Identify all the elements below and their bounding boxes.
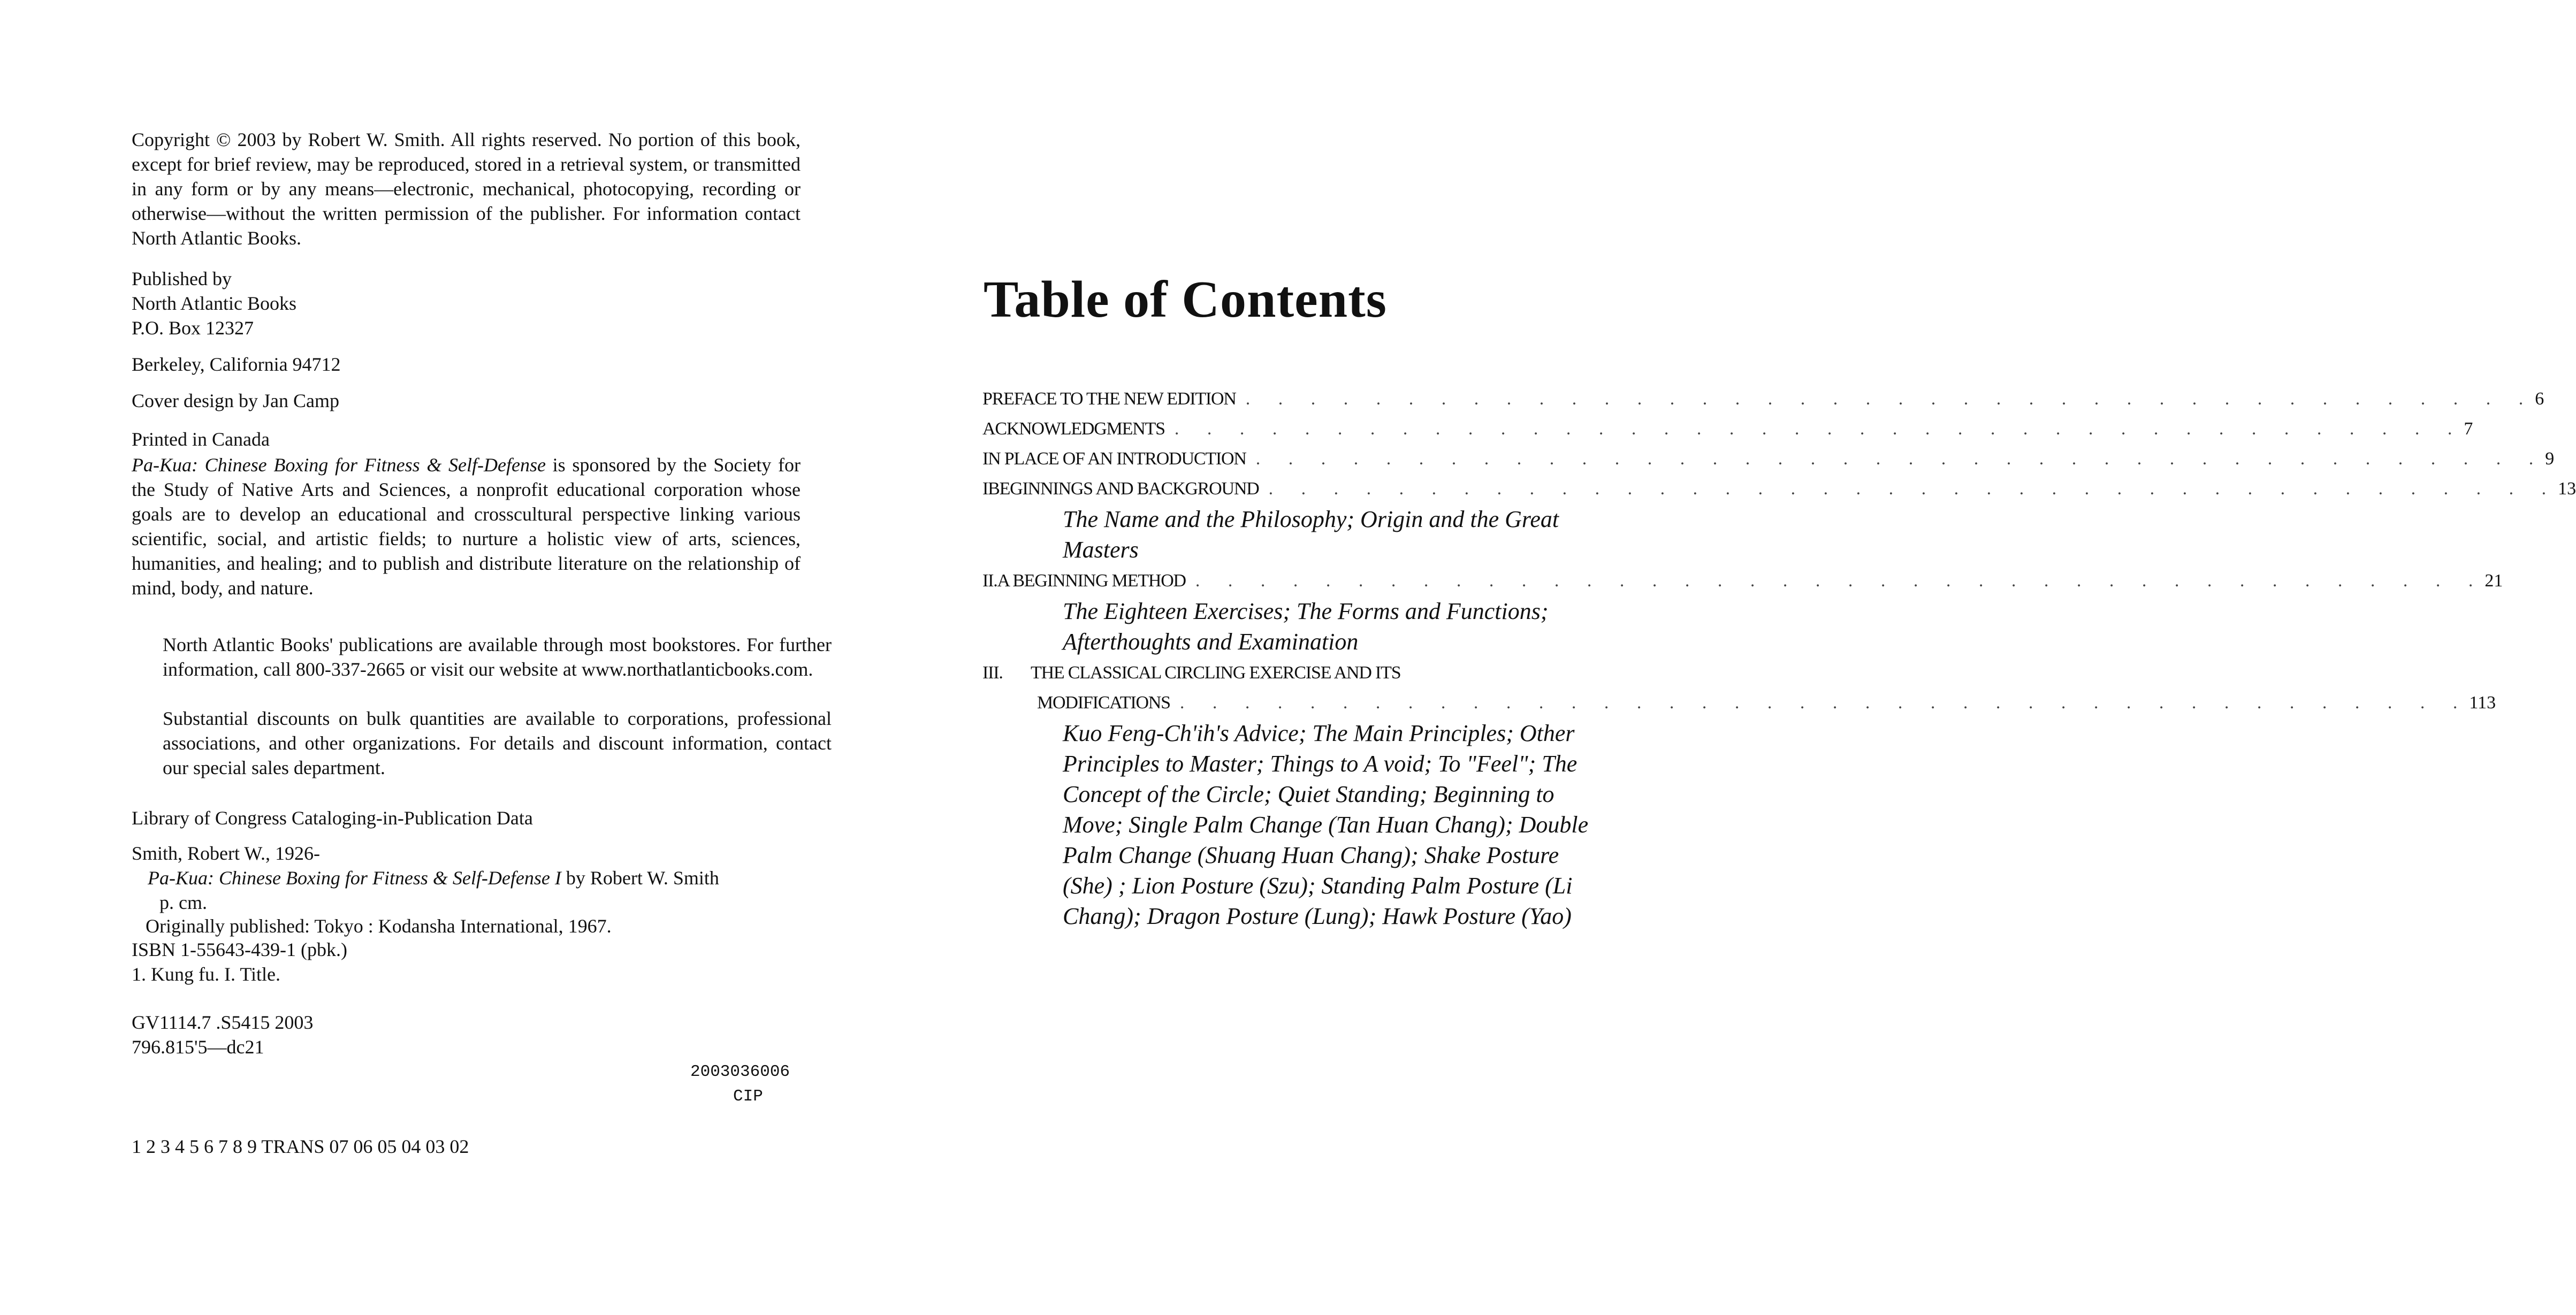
dewey-number: 796.815'5—dc21	[132, 1036, 264, 1058]
toc-entry-page: 9	[2545, 449, 2555, 469]
toc-entry-label: IN PLACE OF AN INTRODUCTION	[982, 449, 1246, 469]
toc-chapter-subtitle: Kuo Feng-Ch'ih's Advice; The Main Principles; Other Principles to Master; Things to A void; To "Feel"; The Concept of the Circle; Quiet Standing; Beginning to Move; Single Palm Change (Tan Huan Chang); Double Palm Change (Shuang Huan Chang); Shake Posture (She) ; Lion Posture (Szu); Standing Palm Posture (Li Chang); Dragon Posture (Lung); Hawk Posture (Yao)	[1063, 720, 1589, 929]
toc-chapter-subtitle: The Eighteen Exercises; The Forms and Functions; Afterthoughts and Examination	[1063, 598, 1549, 655]
toc-entry-label: BEGINNINGS AND BACKGROUND	[988, 479, 1259, 499]
toc-entry-page: 7	[2464, 419, 2473, 439]
toc-leader-dots: . . . . . . . . . . . . . . . . . . . . . . . . . . . . . . . . . . . . . . . .	[1268, 479, 2558, 499]
toc-chapter-subtitle: The Name and the Philosophy; Origin and the Great Masters	[1063, 506, 1559, 563]
toc-chapter-number: I	[982, 479, 988, 499]
toc-entry	[982, 444, 2555, 474]
toc-leader-dots: . . . . . . . . . . . . . . . . . . . . . . . . . . . . . . . . . . . . . . . .	[1174, 419, 2464, 439]
toc-entry	[982, 474, 2576, 504]
toc-entry	[982, 384, 2544, 414]
cip-isbn: ISBN 1-55643-439-1 (pbk.)	[132, 939, 347, 960]
cip-title-line	[132, 866, 817, 890]
printed-in: Printed in Canada	[132, 429, 270, 450]
toc-entry-page: 6	[2535, 389, 2544, 409]
cip-heading: Library of Congress Cataloging-in-Publication Data	[132, 807, 533, 829]
availability-notice: North Atlantic Books' publications are available through most bookstores. For further information, call 800-337-2665 or visit our website at www.northatlanticbooks.com.	[163, 634, 832, 680]
toc-entry-label: A BEGINNING METHOD	[997, 571, 1186, 591]
toc-entry	[1037, 688, 2496, 718]
table-of-contents-page	[914, 0, 2576, 1315]
toc-leader-dots: . . . . . . . . . . . . . . . . . . . . . . . . . . . . . . . . . . . . . . . .	[1255, 449, 2545, 469]
toc-entry	[982, 414, 2473, 444]
sponsor-book-title: Pa-Kua: Chinese Boxing for Fitness & Self-Defense	[132, 454, 546, 476]
publisher-name: North Atlantic Books	[132, 293, 296, 314]
toc-entry	[982, 566, 2503, 596]
cip-book-title: Pa-Kua: Chinese Boxing for Fitness & Self-Defense I	[148, 867, 561, 889]
discounts-notice: Substantial discounts on bulk quantities are available to corporations, professional associations, and other organizations. For details and discount information, contact our special sales department.	[163, 708, 832, 778]
toc-entry-page: 13	[2558, 479, 2576, 499]
toc-entry-label: MODIFICATIONS	[1037, 693, 1170, 713]
toc-leader-dots: . . . . . . . . . . . . . . . . . . . . . . . . . . . . . . . . . . . . . . . .	[1245, 389, 2535, 409]
call-number: GV1114.7 .S5415 2003	[132, 1012, 314, 1033]
cip-mark: CIP	[733, 1087, 763, 1106]
copyright-page	[0, 0, 914, 1315]
cip-byline: by Robert W. Smith	[561, 867, 719, 889]
toc-entry-page: 113	[2469, 693, 2496, 713]
publisher-po-box: P.O. Box 12327	[132, 317, 254, 339]
publisher-city: Berkeley, California 94712	[132, 354, 341, 375]
toc-chapter-number: II.	[982, 571, 997, 591]
copyright-notice: Copyright © 2003 by Robert W. Smith. All rights reserved. No portion of this book, except for brief review, may be reproduced, stored in a retrieval system, or transmitted in any form or by any means—electronic, mechanical, photocopying, recording or otherwise—without the written permission of the publisher. For information contact North Atlantic Books.	[132, 129, 801, 249]
published-by: Published by	[132, 268, 232, 289]
toc-chapter-number: III.	[982, 663, 1003, 683]
cip-pcm: p. cm.	[159, 892, 207, 913]
cip-author: Smith, Robert W., 1926-	[132, 843, 321, 864]
cover-design-credit: Cover design by Jan Camp	[132, 390, 339, 411]
page-title: Table of Contents	[984, 271, 1387, 328]
toc-entry	[982, 658, 1704, 688]
toc-entry-label: ACKNOWLEDGMENTS	[982, 419, 1165, 439]
sponsor-text: is sponsored by the Society for the Study of Native Arts and Sciences, a nonprofit educational corporation whose goals are to develop an educational and crosscultural perspective linking various scientific, social, and artistic fields; to nurture a holistic view of arts, sciences, humanities, and healing; and to publish and distribute literature on the relationship of mind, body, and nature.	[132, 454, 801, 599]
cip-subject: 1. Kung fu. I. Title.	[132, 964, 281, 985]
lccn: 2003036006	[690, 1062, 790, 1081]
toc-entry-page: 21	[2484, 571, 2503, 591]
toc-leader-dots: . . . . . . . . . . . . . . . . . . . . . . . . . . . . . . . . . . . . . . . .	[1195, 571, 2485, 591]
printing-line: 1 2 3 4 5 6 7 8 9 TRANS 07 06 05 04 03 02	[132, 1136, 469, 1157]
toc-leader-dots: . . . . . . . . . . . . . . . . . . . . . . . . . . . . . . . . . . . . . . . .	[1179, 693, 2470, 713]
sponsor-paragraph	[132, 453, 801, 600]
cip-original-publication: Originally published: Tokyo : Kodansha International, 1967.	[146, 915, 612, 937]
toc-entry-label: THE CLASSICAL CIRCLING EXERCISE AND ITS	[1031, 663, 1401, 683]
toc-entry-label: PREFACE TO THE NEW EDITION	[982, 389, 1236, 409]
